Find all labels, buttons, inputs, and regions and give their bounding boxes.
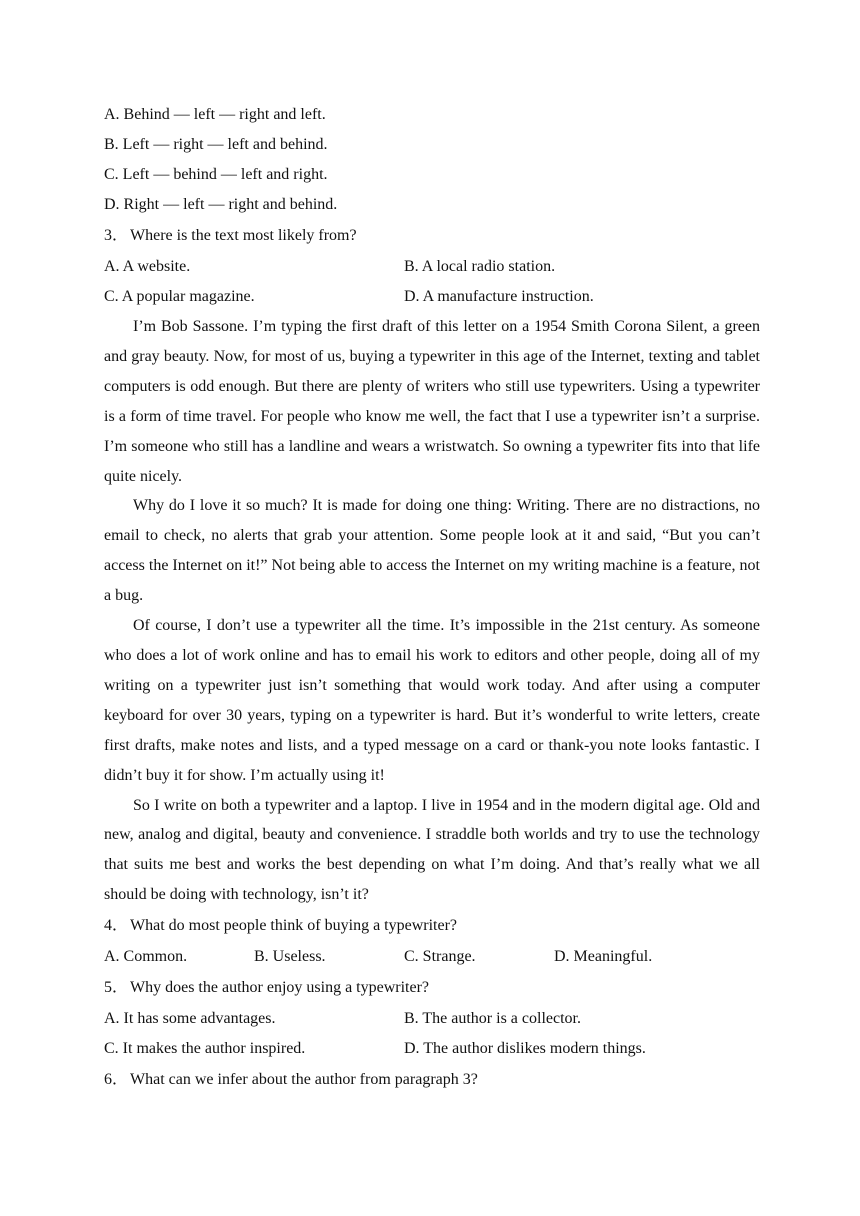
question-text: Why does the author enjoy using a typewriter? [130,979,430,997]
q3-option-d: D. A manufacture instruction. [404,288,594,305]
q4-option-b: B. Useless. [254,948,326,966]
question-5 [104,972,760,1004]
question-number: 6． [104,1071,129,1089]
question-3 [104,220,760,252]
q5-option-a: A. It has some advantages. [104,1010,276,1028]
question-number: 5． [104,979,129,997]
q3-options-row-2 [104,282,760,312]
question-text: Where is the text most likely from? [130,227,357,244]
passage-paragraph-4: So I write on both a typewriter and a laptop. I live in 1954 and in the modern digital age. Old and new, analog and digital, beauty and convenience. I straddle both worlds and try to use the technology that suits me best and works the best depending on what I’m doing. And that’s really what we all should be doing with technology, isn’t it? [104,796,760,904]
question-number: 4． [104,917,129,935]
q3-option-b: B. A local radio station. [404,258,556,275]
q5-options-row-1 [104,1004,760,1034]
q3-options-row-1 [104,252,760,282]
passage-paragraph-3: Of course, I don’t use a typewriter all the time. It’s impossible in the 21st century. As someone who does a lot of work online and has to email his work to editors and other people, doing all of my writing on a typewriter just isn’t something that would work today. And after using a computer keyboard for over 30 years, typing on a typewriter is hard. But it’s wonderful to write letters, create first drafts, make notes and lists, and a typed message on a card or thank-you note looks fantastic. I didn’t buy it for show. I’m actually using it! [104,617,760,784]
q4-option-d: D. Meaningful. [554,948,653,966]
question-text: What can we infer about the author from paragraph 3? [130,1071,478,1089]
passage-paragraph-2: Why do I love it so much? It is made for doing one thing: Writing. There are no distractions, no email to check, no alerts that grab your attention. Some people look at it and said, “But you can’t access the Internet on it!” Not being able to access the Internet on my writing machine is a feature, not a bug. [104,497,760,605]
q2-option-d: D. Right — left — right and behind. [104,196,338,213]
q2-option-b: B. Left — right — left and behind. [104,136,328,153]
q3-option-a: A. A website. [104,258,191,275]
q4-option-a: A. Common. [104,948,188,966]
question-text: What do most people think of buying a typewriter? [130,917,458,935]
q4-option-c: C. Strange. [404,948,476,966]
question-number: 3． [104,227,129,244]
q4-options-row [104,942,760,972]
q5-options-row-2 [104,1034,760,1064]
q2-option-a: A. Behind — left — right and left. [104,106,326,123]
q2-option-c: C. Left — behind — left and right. [104,166,328,183]
q5-option-c: C. It makes the author inspired. [104,1040,306,1058]
question-6 [104,1064,760,1096]
q5-option-d: D. The author dislikes modern things. [404,1040,646,1058]
q3-option-c: C. A popular magazine. [104,288,255,305]
q5-option-b: B. The author is a collector. [404,1010,581,1028]
passage-paragraph-1: I’m Bob Sassone. I’m typing the first draft of this letter on a 1954 Smith Corona Silent, a green and gray beauty. Now, for most of us, buying a typewriter in this age of the Internet, texting and tablet computers is odd enough. But there are plenty of writers who still use typewriters. Using a typewriter is a form of time travel. For people who know me well, the fact that I use a typewriter isn’t a surprise. I’m someone who still has a landline and wears a wristwatch. So owning a typewriter fits into that life quite nicely. [104,318,760,485]
question-4 [104,910,760,942]
